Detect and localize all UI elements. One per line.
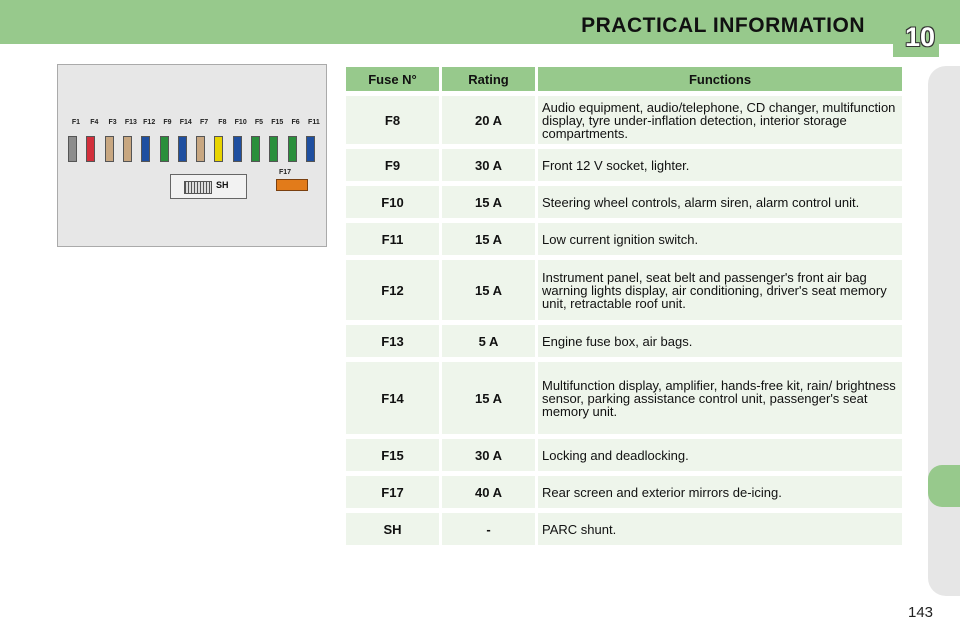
functions-cell: Steering wheel controls, alarm siren, alarm control unit.: [538, 186, 902, 218]
fuse-f14: [178, 136, 187, 162]
rating-cell: -: [442, 513, 535, 545]
fuse-label-f7: F7: [200, 119, 209, 126]
fuse-label-f8: F8: [218, 119, 227, 126]
rating-cell: 15 A: [442, 260, 535, 320]
fuse-label-row: [64, 119, 324, 131]
functions-cell: Rear screen and exterior mirrors de-icing.: [538, 476, 902, 508]
fuse-label-f14: F14: [179, 119, 192, 126]
fuse-label-f3: F3: [108, 119, 117, 126]
functions-cell: Audio equipment, audio/telephone, CD changer, multifunction display, tyre under-inflation detection, interior storage compartments.: [538, 96, 902, 144]
fuse-f9: [160, 136, 169, 162]
table-row: [346, 439, 902, 471]
fuse-label-f15: F15: [271, 119, 284, 126]
f17-label: F17: [279, 169, 292, 176]
rating-cell: 15 A: [442, 186, 535, 218]
fuse-cell: F15: [346, 439, 439, 471]
fuse-cell: F17: [346, 476, 439, 508]
header-functions: Functions: [538, 67, 902, 91]
f17-fuse: [276, 179, 308, 191]
functions-cell: Instrument panel, seat belt and passenger's front air bag warning lights display, air conditioning, driver's seat memory unit, retractable roof unit.: [538, 260, 902, 320]
fuse-label-f13: F13: [124, 119, 137, 126]
functions-cell: Engine fuse box, air bags.: [538, 325, 902, 357]
chapter-number: 10: [904, 22, 936, 52]
functions-cell: Low current ignition switch.: [538, 223, 902, 255]
rating-cell: 40 A: [442, 476, 535, 508]
rating-cell: 5 A: [442, 325, 535, 357]
fuse-label-f12: F12: [143, 119, 156, 126]
fuse-label-f6: F6: [291, 119, 300, 126]
side-index-tab-active[interactable]: [928, 465, 960, 507]
rating-cell: 15 A: [442, 223, 535, 255]
functions-cell: Locking and deadlocking.: [538, 439, 902, 471]
table-row: [346, 476, 902, 508]
page-title: PRACTICAL INFORMATION: [581, 14, 865, 37]
fuse-cell: F11: [346, 223, 439, 255]
table-row: [346, 186, 902, 218]
rating-cell: 20 A: [442, 96, 535, 144]
shunt-connector: [170, 174, 247, 199]
table-row: [346, 325, 902, 357]
table-header-row: [346, 67, 902, 91]
shunt-label: SH: [216, 180, 229, 190]
rating-cell: 30 A: [442, 149, 535, 181]
table-row: [346, 96, 902, 144]
fuse-f5: [251, 136, 260, 162]
page-number: 143: [908, 604, 934, 621]
rating-cell: 15 A: [442, 362, 535, 434]
rating-cell: 30 A: [442, 439, 535, 471]
table-row: [346, 260, 902, 320]
fuse-cell: F10: [346, 186, 439, 218]
fuse-cell: SH: [346, 513, 439, 545]
table-row: [346, 223, 902, 255]
header-fuse-number: Fuse N°: [346, 67, 439, 91]
fuse-f7: [196, 136, 205, 162]
fuse-box-diagram: [57, 64, 327, 247]
fuse-f12: [141, 136, 150, 162]
fuse-f10: [233, 136, 242, 162]
fuse-f11: [306, 136, 315, 162]
fuse-cell: F14: [346, 362, 439, 434]
shunt-pins: [184, 181, 212, 194]
fuse-cell: F12: [346, 260, 439, 320]
functions-cell: Multifunction display, amplifier, hands-free kit, rain/ brightness sensor, parking assistance control unit, passenger's seat memory unit.: [538, 362, 902, 434]
fuse-f15: [269, 136, 278, 162]
fuse-f6: [288, 136, 297, 162]
fuse-label-f9: F9: [163, 119, 172, 126]
fuse-label-f11: F11: [308, 119, 320, 126]
table-row: [346, 513, 902, 545]
fuse-f3: [105, 136, 114, 162]
fuse-f13: [123, 136, 132, 162]
side-index-strip: [928, 66, 960, 596]
fuse-f1: [68, 136, 77, 162]
fuse-cell: F8: [346, 96, 439, 144]
fuse-label-f5: F5: [254, 119, 264, 126]
fuse-f8: [214, 136, 223, 162]
fuse-cell: F9: [346, 149, 439, 181]
fuse-cell: F13: [346, 325, 439, 357]
header-rating: Rating: [442, 67, 535, 91]
table-row: [346, 362, 902, 434]
fuse-label-f10: F10: [234, 119, 247, 126]
functions-cell: Front 12 V socket, lighter.: [538, 149, 902, 181]
fuse-label-f4: F4: [90, 119, 99, 126]
fuse-table: [343, 62, 905, 550]
fuse-f4: [86, 136, 95, 162]
fuse-label-f1: F1: [71, 119, 81, 126]
table-row: [346, 149, 902, 181]
functions-cell: PARC shunt.: [538, 513, 902, 545]
